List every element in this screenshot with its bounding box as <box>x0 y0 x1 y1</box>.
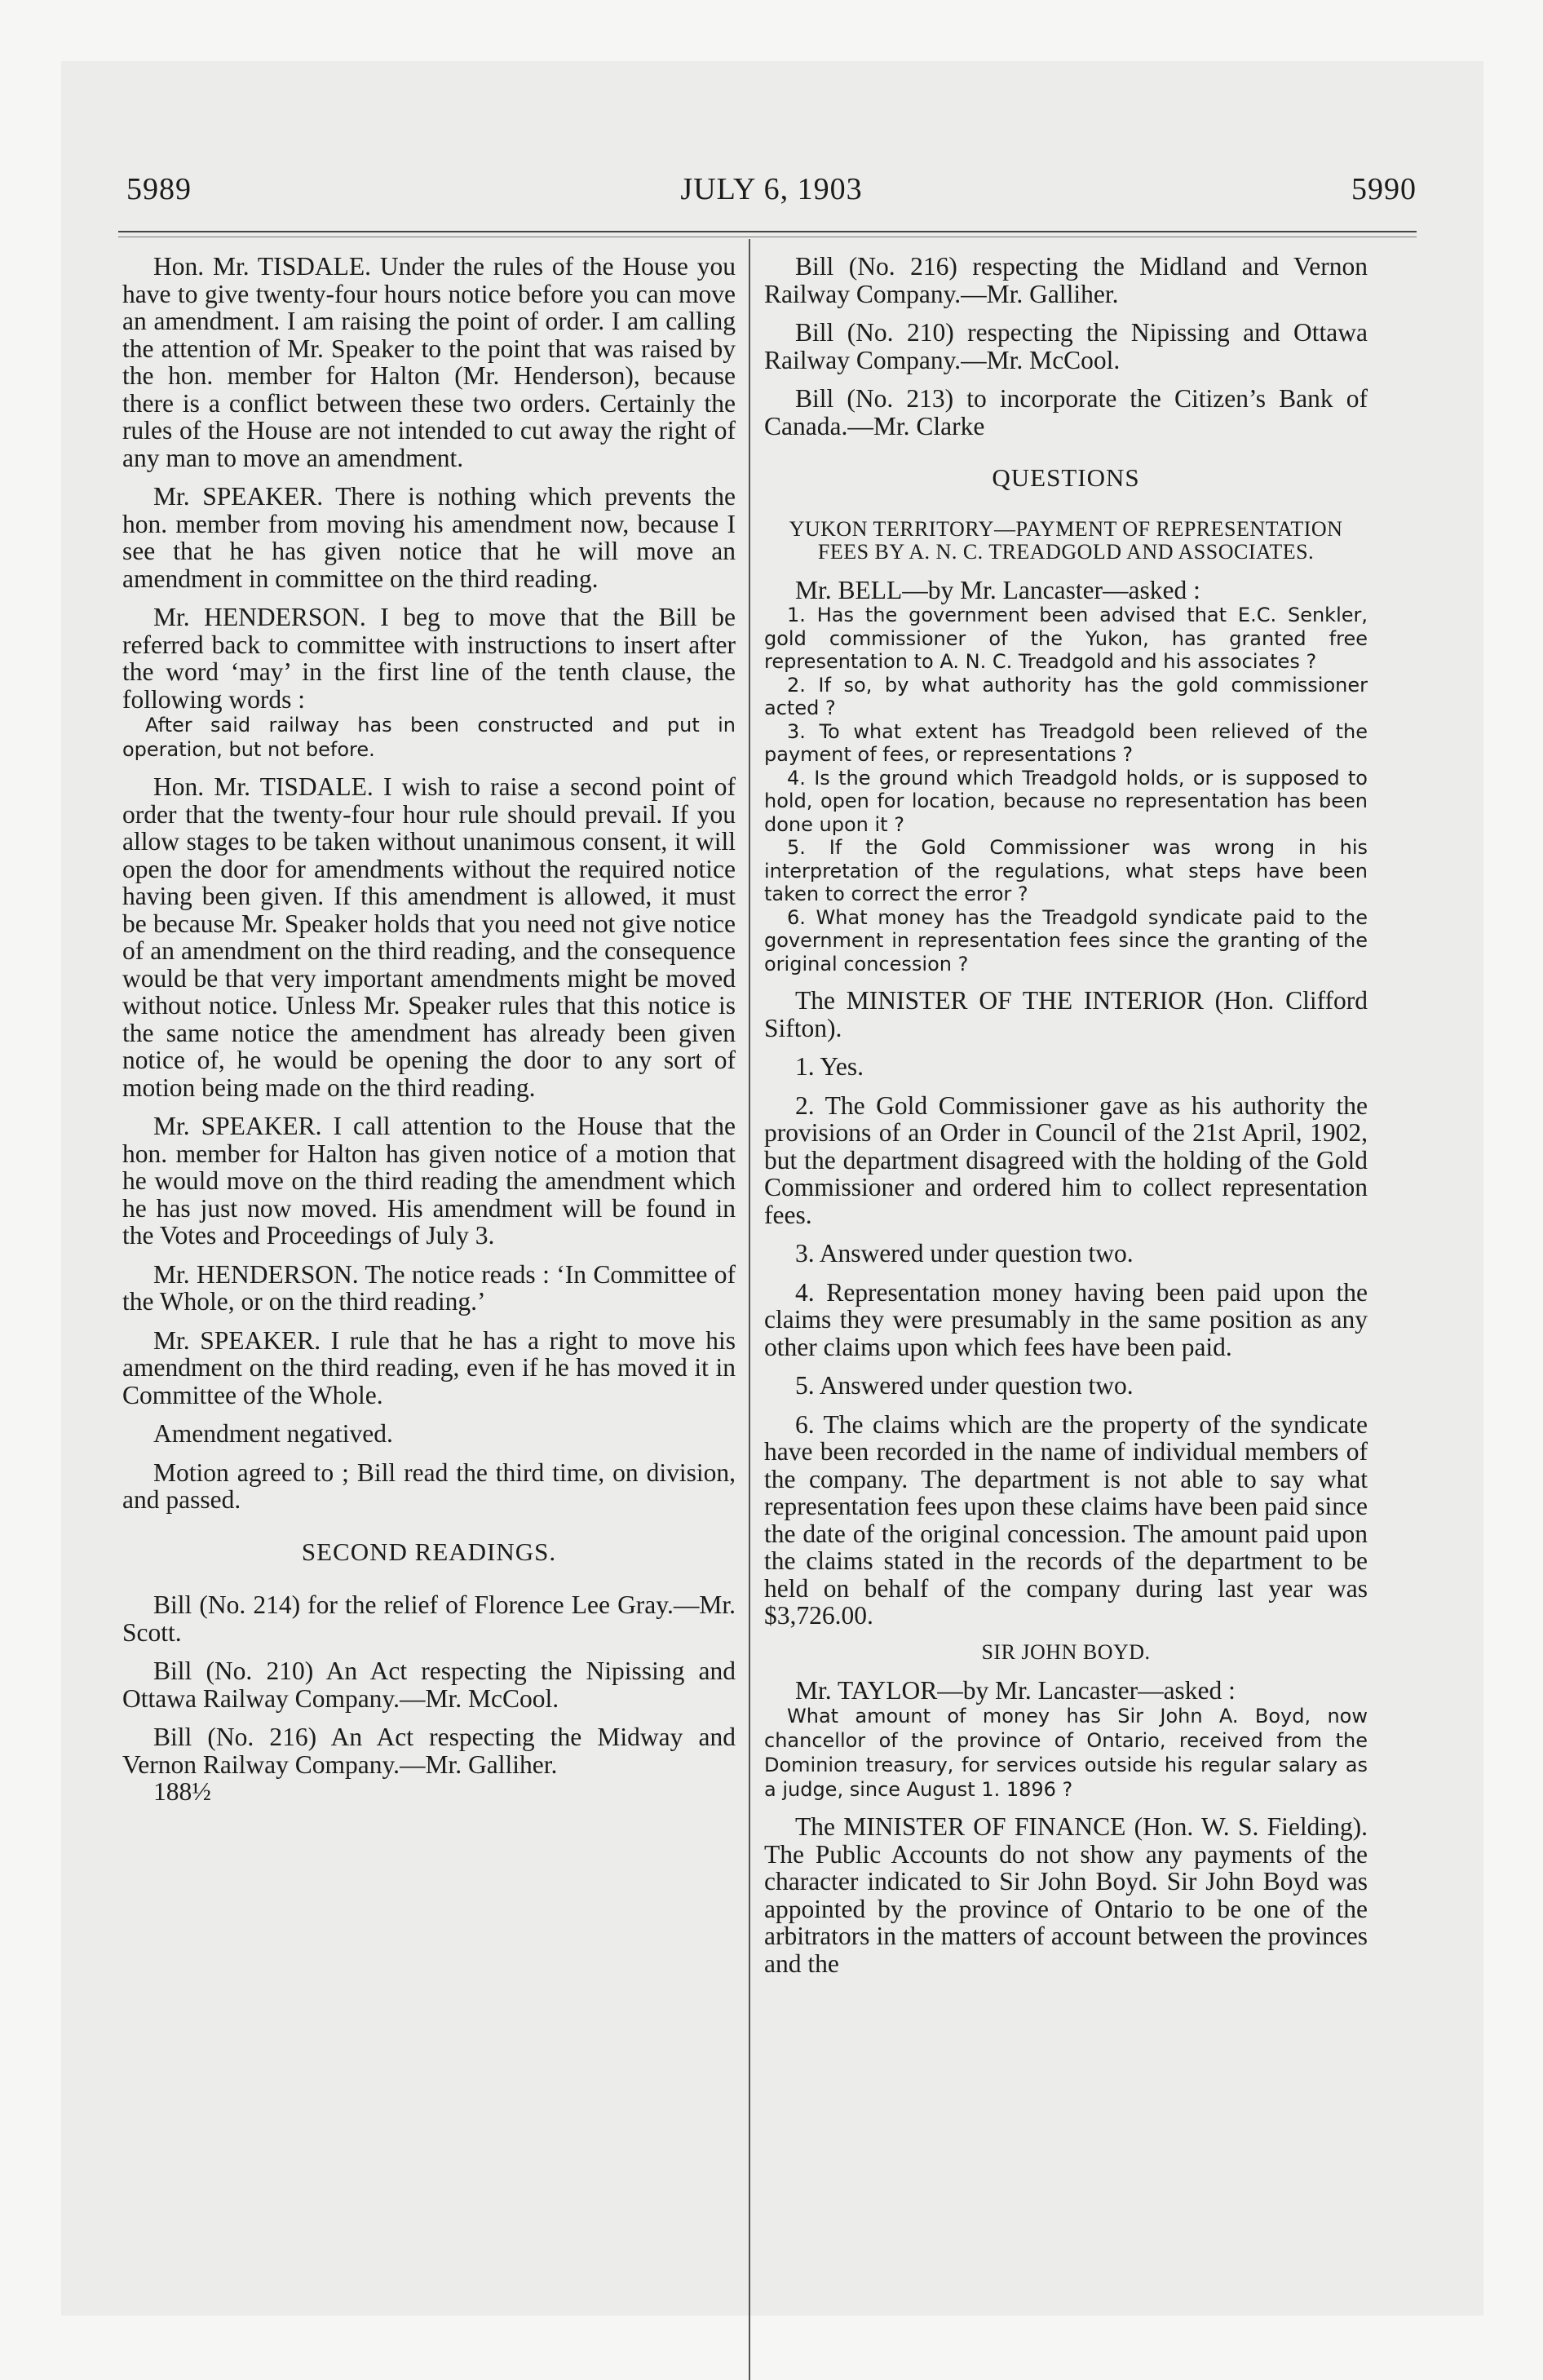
paragraph: Motion agreed to ; Bill read the third time, on division, and passed. <box>122 1458 736 1514</box>
header-rule <box>118 231 1417 237</box>
paragraph: Mr. HENDERSON. I beg to move that the Bill be referred back to committee with instructions to insert after the word ‘may’ in the first line of the tenth clause, the following words : <box>122 603 736 714</box>
paragraph: The MINISTER OF FINANCE (Hon. W. S. Fielding). The Public Accounts do not show any payments of the character indicated to Sir John Boyd. Sir John Boyd was appointed by the province of Ontario to be one of the arbitrators in the matters of account between the provinces and the <box>764 1812 1368 1978</box>
paragraph: Bill (No. 213) to incorporate the Citizen’s Bank of Canada.—Mr. Clarke <box>764 384 1368 440</box>
question-item: 6. What money has the Treadgold syndicate paid to the government in representation fees since the granting of the original concession ? <box>764 905 1368 975</box>
paragraph: Mr. SPEAKER. I rule that he has a right to move his amendment on the third reading, even if he has moved it in Committee of the Whole. <box>122 1325 736 1409</box>
subsection-heading: YUKON TERRITORY—PAYMENT OF REPRESENTATION FEES BY A. N. C. TREADGOLD AND ASSOCIATES. <box>789 516 1343 564</box>
paragraph: The MINISTER OF THE INTERIOR (Hon. Clifford Sifton). <box>764 986 1368 1042</box>
paragraph: Bill (No. 210) An Act respecting the Nipissing and Ottawa Railway Company.—Mr. McCool. <box>122 1657 736 1713</box>
paragraph: Amendment negatived. <box>153 1419 393 1448</box>
header-date: JULY 6, 1903 <box>680 172 863 206</box>
paragraph: 3. Answered under question two. <box>795 1239 1134 1267</box>
paragraph: Mr. TAYLOR—by Mr. Lancaster—asked : <box>795 1675 1236 1705</box>
paragraph: Bill (No. 216) respecting the Midland and Vernon Railway Company.—Mr. Galliher. <box>764 252 1368 308</box>
question-item: 1. Has the government been advised that E.C. Senkler, gold commissioner of the Yukon, has granted free representation to A. N. C. Treadgold and his associates ? <box>764 604 1368 673</box>
paragraph: 2. The Gold Commissioner gave as his authority the provisions of an Order in Council of the 21st April, 1902, but the department disagreed with the holding of the Gold Commissioner and ordered him to collect representation fees. <box>764 1090 1368 1229</box>
paragraph: Mr. SPEAKER. I call attention to the House that the hon. member for Halton has given notice of a motion that he would move on the third reading the amendment which he has just now moved. His amendment will be found in the Votes and Proceedings of July 3. <box>122 1112 736 1250</box>
paragraph: Mr. BELL—by Mr. Lancaster—asked : <box>795 575 1200 604</box>
right-column <box>764 253 1368 1977</box>
page-number-right: 5990 <box>1351 172 1417 206</box>
paragraph: 5. Answered under question two. <box>795 1371 1134 1400</box>
paragraph: 4. Representation money having been paid upon the claims they were presumably in the same position as any other claims upon which fees have been paid. <box>764 1277 1368 1361</box>
paragraph: Hon. Mr. TISDALE. Under the rules of the House you have to give twenty-four hours notice before you can move an amendment. I am raising the point of order. I am calling the attention of Mr. Speaker to the point that was raised by the hon. member for Halton (Mr. Henderson), because there is a conflict between these two orders. Certainly the rules of the House are not intended to cut away the right of any man to move an amendment. <box>122 252 736 472</box>
paragraph: Hon. Mr. TISDALE. I wish to raise a second point of order that the twenty-four hour rule should prevail. If you allow stages to be taken without unanimous consent, it will open the door for amendments without the required notice having been given. If this amendment is allowed, it must be because Mr. Speaker holds that you need not give notice of an amendment on the third reading, and the consequence would be that very important amendments might be moved without notice. Unless Mr. Speaker rules that this notice is the same notice the amendment has already been given notice of, he would be opening the door to any sort of motion being made on the third reading. <box>122 772 736 1102</box>
paragraph: 1. Yes. <box>795 1052 864 1081</box>
paragraph: Bill (No. 216) An Act respecting the Midway and Vernon Railway Company.—Mr. Galliher. <box>122 1723 736 1779</box>
paragraph: Bill (No. 210) respecting the Nipissing and Ottawa Railway Company.—Mr. McCool. <box>764 318 1368 374</box>
paragraph: Mr. SPEAKER. There is nothing which prevents the hon. member from moving his amendment now, because I see that he has given notice that he will move an amendment in committee on the third reading. <box>122 482 736 593</box>
quoted-text: After said railway has been constructed and put in operation, but not before. <box>122 714 736 761</box>
section-heading: QUESTIONS <box>992 463 1140 492</box>
question-item: 4. Is the ground which Treadgold holds, or is supposed to hold, open for location, because no representation has been done upon it ? <box>764 766 1368 836</box>
quoted-text: What amount of money has Sir John A. Boyd, now chancellor of the province of Ontario, received from the Dominion treasury, for services outside his regular salary as a judge, since August 1. 1896 ? <box>764 1705 1368 1801</box>
page-header <box>126 171 1417 212</box>
signature-mark: 188½ <box>153 1777 211 1806</box>
paragraph: 6. The claims which are the property of the syndicate have been recorded in the name of individual members of the company. The department is not able to say what representation fees upon these claims have been paid since the date of the original concession. The amount paid upon the claims stated in the records of the department to be held on behalf of the company during last year was $3,726.00. <box>764 1409 1368 1630</box>
question-item: 5. If the Gold Commissioner was wrong in his interpretation of the regulations, what steps have been taken to correct the error ? <box>764 836 1368 905</box>
paragraph: Mr. HENDERSON. The notice reads : ‘In Committee of the Whole, or on the third reading.’ <box>122 1259 736 1316</box>
left-column <box>122 253 736 1806</box>
paragraph: Bill (No. 214) for the relief of Florence Lee Gray.—Mr. Scott. <box>122 1590 736 1647</box>
question-item: 3. To what extent has Treadgold been relieved of the payment of fees, or representations ? <box>764 719 1368 766</box>
subsection-heading: SIR JOHN BOYD. <box>981 1639 1151 1664</box>
column-divider <box>749 239 750 2380</box>
page-number-left: 5989 <box>126 172 192 206</box>
section-heading: SECOND READINGS. <box>301 1537 557 1566</box>
question-item: 2. If so, by what authority has the gold commissioner acted ? <box>764 673 1368 719</box>
